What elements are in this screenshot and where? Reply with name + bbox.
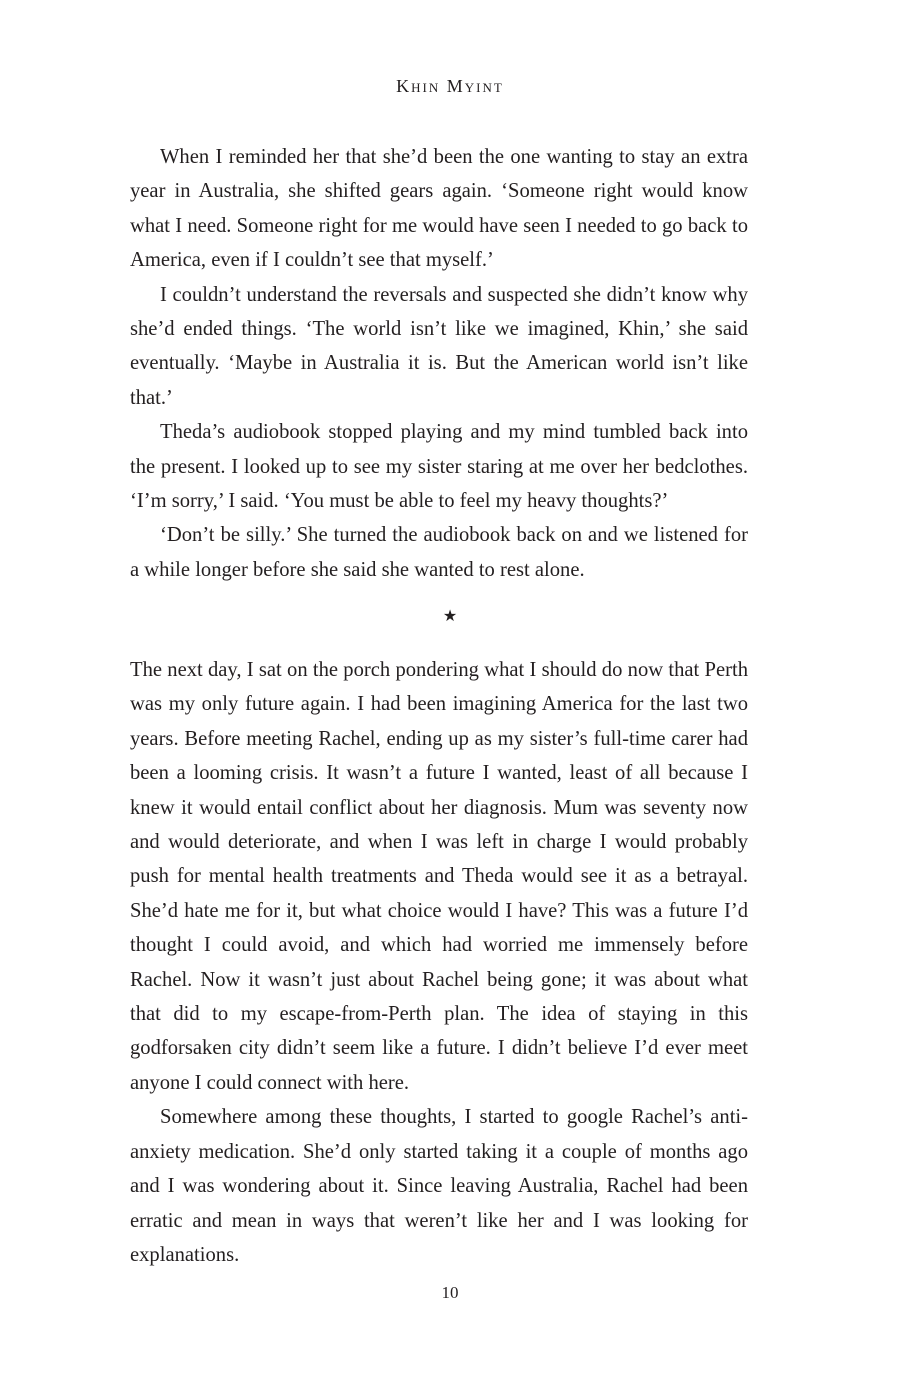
paragraph: When I reminded her that she’d been the one wanting to stay an extra year in Australia, she shifted gears again. ‘Someone right would know what I need. Someone right for me would have seen I needed to go back to America, even if I couldn’t see that myself.’ bbox=[130, 146, 748, 272]
paragraph: The next day, I sat on the porch pondering what I should do now that Perth was my only future again. I had been imagining America for the last two years. Before meeting Rachel, ending up as my sister’s full-time carer had been a looming crisis. It wasn’t a future I wanted, least of all because I knew it would entail conflict about her diagnosis. Mum was seventy now and would deteriorate, and when I was left in charge I would probably push for mental health treatments and Theda would see it as a betrayal. She’d hate me for it, but what choice would I have? This was a future I’d thought I could avoid, and which had worried me immensely before Rachel. Now it wasn’t just about Rachel being gone; it was about what that did to my escape-from-Perth plan. The idea of staying in this godforsaken city didn’t seem like a future. I didn’t believe I’d ever meet anyone I could connect with here. bbox=[130, 659, 748, 1094]
running-head: Khin Myint bbox=[396, 76, 504, 96]
paragraph: Theda’s audiobook stopped playing and my mind tumbled back into the present. I looked up to see my sister staring at me over her bedclothes. ‘I’m sorry,’ I said. ‘You must be able to feel my heavy thoughts?’ bbox=[130, 421, 748, 513]
section-2-text bbox=[130, 653, 748, 1272]
paragraph: I couldn’t understand the reversals and suspected she didn’t know why she’d ended things. ‘The world isn’t like we imagined, Khin,’ she said eventually. ‘Maybe in Australia it is. But the American world isn’t like that.’ bbox=[130, 283, 748, 409]
section-break-star-icon: ★ bbox=[442, 608, 458, 625]
paragraph: Somewhere among these thoughts, I started to google Rachel’s anti-anxiety medication. She’d only started taking it a couple of months ago and I was wondering about it. Since leaving Australia, Rachel had been erratic and mean in ways that weren’t like her and I was looking for explanations. bbox=[130, 1106, 748, 1266]
paragraph: ‘Don’t be silly.’ She turned the audiobook back on and we listened for a while longer before she said she wanted to rest alone. bbox=[130, 524, 748, 581]
section-1-text bbox=[130, 140, 748, 587]
page-number: 10 bbox=[441, 1283, 459, 1302]
